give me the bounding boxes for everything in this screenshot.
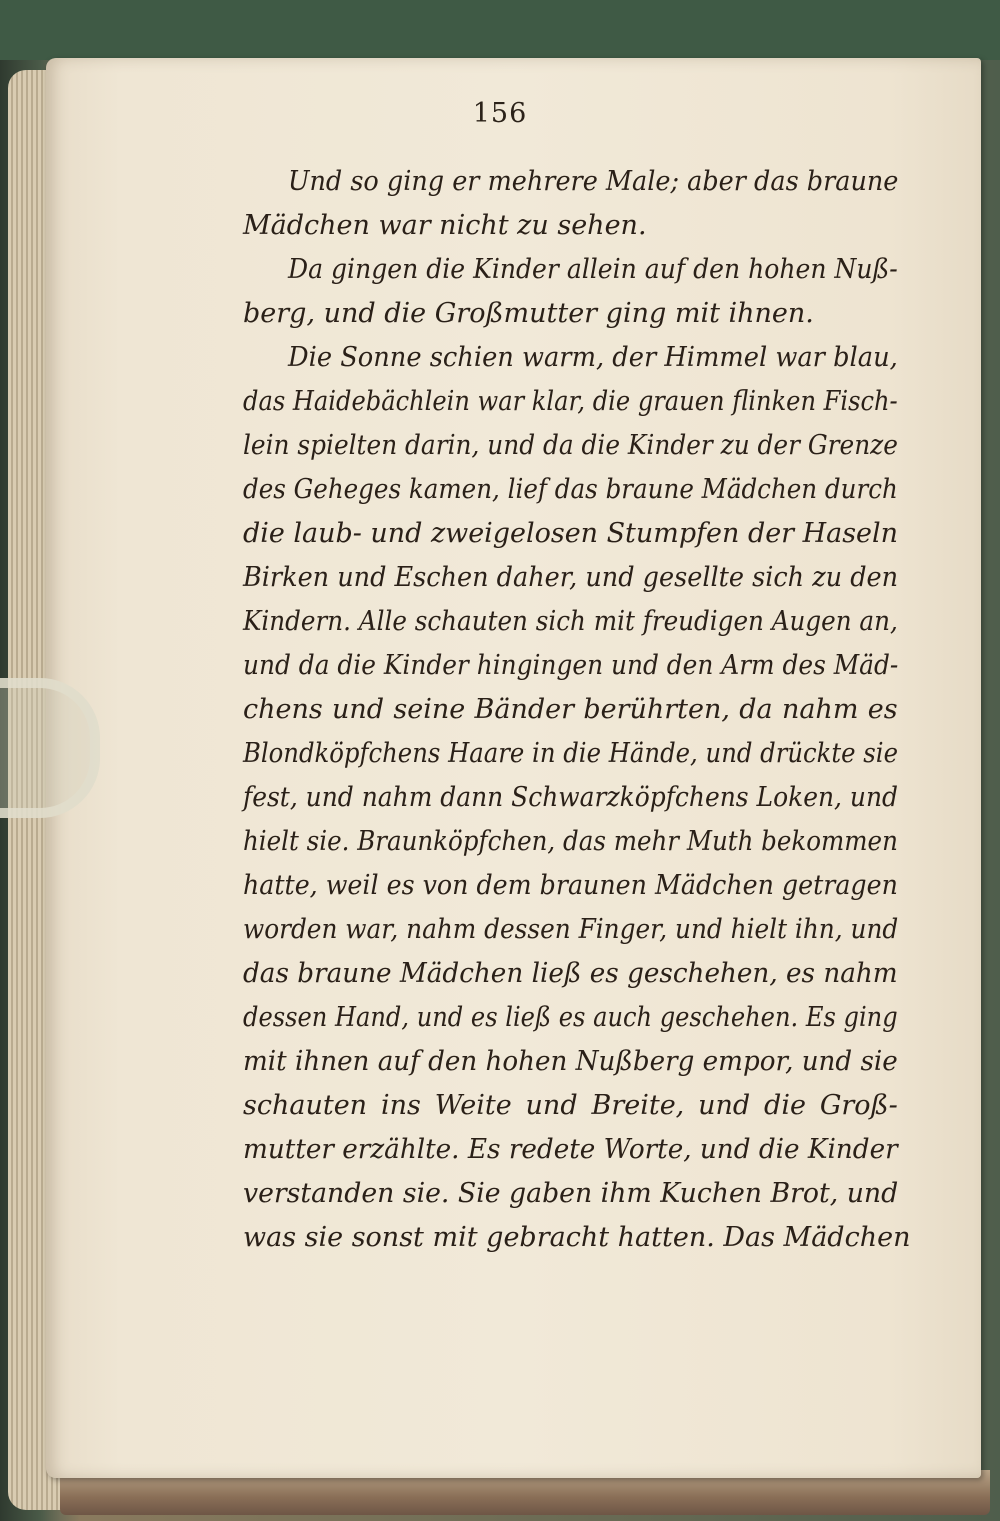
text-line-content: das braune Mädchen ließ es geschehen, es nahm [243,958,898,989]
text-line-content: Und so ging er mehrere Male; aber das braune [288,166,899,197]
text-line-content: Mädchen war nicht zu sehen. [243,210,647,241]
text-line-content: mit ihnen auf den hohen Nußberg empor, und sie [243,1046,898,1077]
page-number: 156 [472,98,528,129]
text-line-content: Birken und Eschen daher, und gesellte sich zu den [243,562,899,593]
text-line-content: schauten ins Weite und Breite, und die Groß- [243,1090,898,1121]
text-line-content: Blondköpfchens Haare in die Hände, und drückte sie [243,738,898,769]
text-line-content: Kindern. Alle schauten sich mit freudigen Augen an, [243,606,898,637]
text-line-content: dessen Hand, und es ließ es auch geschehen. Es ging [243,1002,898,1033]
text-line-content: chens und seine Bänder berührten, da nahm es [243,694,898,725]
text-line-content: fest, und nahm dann Schwarzköpfchens Loken, und [243,782,898,813]
text-line-content: hielt sie. Braunköpfchen, das mehr Muth bekommen [243,826,898,857]
text-line-content: lein spielten darin, und da die Kinder zu der Grenze [243,430,898,461]
text-line-content: und da die Kinder hingingen und den Arm des Mäd- [243,650,899,681]
text-line-content: berg, und die Großmutter ging mit ihnen. [243,298,814,329]
text-line-content: Da gingen die Kinder allein auf den hohen Nuß- [288,254,898,285]
text-line-content: worden war, nahm dessen Finger, und hielt ihn, und [243,914,899,945]
text-line-content: die laub- und zweigelosen Stumpfen der Haseln [243,518,898,549]
text-line-content: das Haidebächlein war klar, die grauen flinken Fisch- [243,386,898,417]
text-line-content: mutter erzählte. Es redete Worte, und die Kinder [243,1134,898,1165]
text-line-content: des Geheges kamen, lief das braune Mädchen durch [243,474,898,505]
text-line-content: verstanden sie. Sie gaben ihm Kuchen Brot, und [243,1178,899,1209]
text-line-content: hatte, weil es von dem braunen Mädchen getragen [243,870,898,901]
text-line-content: Die Sonne schien warm, der Himmel war blau, [288,342,898,373]
text-line-content: was sie sonst mit gebracht hatten. Das Mädchen [243,1222,911,1253]
